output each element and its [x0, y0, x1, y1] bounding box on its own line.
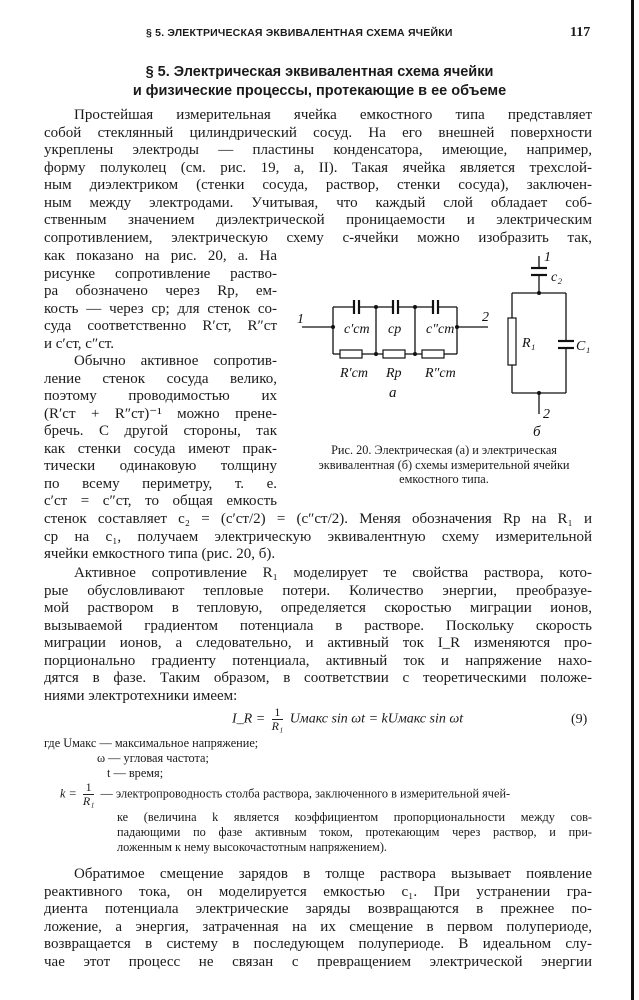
column-line: c′ст = c″ст, то общая емкость [44, 493, 277, 509]
para3-line: Активное сопротивление R₁ моделирует те свойства раствора, кото- [74, 565, 592, 581]
terminal-1-a: 1 [297, 312, 304, 327]
equation-number: (9) [571, 712, 588, 727]
caption-line: эквивалентная (б) схемы измерительной ячейки [318, 457, 570, 472]
para4-line: Обратимое смещение зарядов в толще раствора вызывает появление [74, 866, 592, 882]
para2_tail-line: ячейки емкостного типа (рис. 20, б). [44, 546, 276, 562]
label-c-p: cр [388, 322, 402, 337]
where-item: ω — угловая частота; [97, 751, 209, 765]
label-r-p: Rр [386, 366, 402, 381]
eq-lhs: I_R = [232, 711, 266, 727]
para4-line: диента потенциала электрические заряды возвращаются в прежнее по- [44, 901, 592, 917]
caption-line: Рис. 20. Электрическая (а) и электрическая [331, 443, 557, 457]
section-title-line-2: и физические процессы, протекающие в ее объеме [132, 83, 507, 99]
para4-line: реактивного тока, он моделируется емкостью c₁. При устранении гра- [44, 883, 592, 900]
eq-rhs: Uмакс sin ωt = kUмакс sin ωt [289, 711, 464, 727]
para4-line: ложение, а энергия, затраченная на их смещение в первом полупериоде, [44, 918, 592, 935]
k-numerator: 1 [83, 781, 95, 795]
para3-line: миграции ионов, а следовательно, и активный ток I_R изменяются про- [44, 635, 592, 651]
label-r1: R₁ [522, 336, 536, 351]
para3-line: порционально градиенту потенциала, активный ток и напряжение нахо- [44, 652, 592, 669]
k_cont-line: падающими по фазе активным током, протекающим через раствор, и при- [117, 825, 592, 839]
para4-line: возвращается в систему в последующем полупериоде. В идеальном слу- [44, 936, 592, 952]
equation-9 [232, 706, 463, 733]
figure-label-b: б [533, 424, 541, 440]
column-line: бречь. С другой стороны, так [44, 423, 277, 439]
column-line: и c′ст, c″ст. [44, 335, 115, 352]
para3-line: дятся в фазе. Таким образом, в соответствии с теоретическими положе- [44, 670, 592, 686]
para3-line: вызываемой градиентом потенциала в растворе. Поскольку скорость [44, 617, 592, 634]
figure-20-circuit [290, 238, 600, 443]
para2_tail-line: cр на c₁, получаем электрическую эквивалентную схему измерительной [44, 528, 592, 545]
column-line: ление стенок сосуда велико, [44, 370, 277, 387]
label-r-st-prime: R′ст [340, 366, 368, 381]
column-line: Обычно активное сопротив- [74, 353, 277, 369]
para4-line: чае этот процесс не связан с превращением электрической энергии [44, 953, 592, 970]
para1-line: собой стеклянный цилиндрический сосуд. На его внешней поверхности [44, 124, 592, 141]
label-c-st-double-prime: c″ст [426, 322, 455, 337]
para1-line: укреплены электроды — пластины конденсатора, имеющие, например, [44, 142, 592, 158]
k_cont-line: ложенным к нему высокочастотным напряжением). [117, 840, 387, 854]
eq-fraction [272, 706, 284, 733]
k_cont-line: ке (величина k является коэффициентом пропорциональности между сов- [117, 810, 592, 824]
para2_tail-line: стенок составляет c₂ = (c′ст/2) = (c″ст/2). Меняя обозначения Rр на R₁ и [44, 511, 592, 527]
eq-numerator: 1 [272, 706, 284, 720]
terminal-1-b: 1 [544, 250, 551, 265]
figure-caption [298, 443, 590, 487]
column-line: тически одинаковую толщину [44, 458, 277, 474]
column-line: (R′ст + R″ст)⁻¹ можно прене- [44, 405, 277, 422]
column-line: как стенки сосуда имеют прак- [44, 440, 277, 457]
para3-line: ниями электротехники имеем: [44, 687, 238, 704]
label-c-st-prime: c′ст [344, 322, 370, 337]
k-denominator: R₁ [82, 794, 95, 808]
para1-line: ственным значением диэлектрической проницаемости и электрическим [44, 212, 592, 228]
column-line: как показано на рис. 20, а. На [44, 248, 277, 264]
scan-page-edge [631, 0, 634, 1000]
para1-line: ным между электродами. Учитывая, что каждый слой обладает соб- [44, 194, 592, 211]
label-c1: C₁ [576, 339, 591, 354]
k-fraction [83, 781, 95, 808]
figure-label-a: а [389, 385, 397, 401]
para3-line: мой раствором в тепловую, определяется скоростью миграции ионов, [44, 600, 592, 616]
eq-denominator: R₁ [271, 719, 284, 733]
resistors-a [340, 350, 444, 358]
para1-line: ным диэлектриком (стенки сосуда, раствор, стенки сосуда), заключен- [44, 177, 592, 193]
column-line: кость — через cр; для стенок со- [44, 300, 277, 317]
column-line: ра обозначено через Rр, ем- [44, 283, 277, 299]
para1-line: сопротивлением, электрическую схему c-ячейки можно изобразить так, [44, 229, 592, 246]
para1-line: форму полуколец (см. рис. 19, а, II). Такая ячейка является трехслой- [44, 159, 592, 176]
k-lhs: k = [60, 786, 77, 801]
terminal-2-a: 2 [482, 310, 489, 325]
label-c2: c₂ [551, 270, 563, 285]
section-title-line-1: § 5. Электрическая эквивалентная схема ячейки [145, 64, 494, 80]
caption-line: емкостного типа. [399, 472, 489, 486]
terminal-2-b: 2 [543, 407, 550, 422]
para3-line: рые обусловливают тепловые потери. Количество энергии, преобразуе- [44, 582, 592, 599]
column-line: по всему периметру, т. е. [44, 475, 277, 492]
label-r-st-double-prime: R″ст [425, 366, 456, 381]
where-item: t — время; [107, 766, 164, 780]
column-line: суда соответственно R′ст, R″ст [44, 318, 277, 334]
resistor-r1 [508, 318, 516, 365]
page-number: 117 [570, 25, 591, 40]
running-header: § 5. ЭЛЕКТРИЧЕСКАЯ ЭКВИВАЛЕНТНАЯ СХЕМА ЯЧЕЙКИ [146, 27, 453, 39]
k-text: — электропроводность столба раствора, заключенного в измерительной ячей- [100, 786, 511, 801]
column-line: рисунке сопротивление раство- [44, 265, 277, 282]
where-item: где Uмакс — максимальное напряжение; [44, 736, 259, 750]
para1-line: Простейшая измерительная ячейка емкостного типа представляет [74, 107, 592, 123]
column-line: поэтому проводимостью их [44, 388, 277, 404]
k-definition [60, 781, 510, 808]
